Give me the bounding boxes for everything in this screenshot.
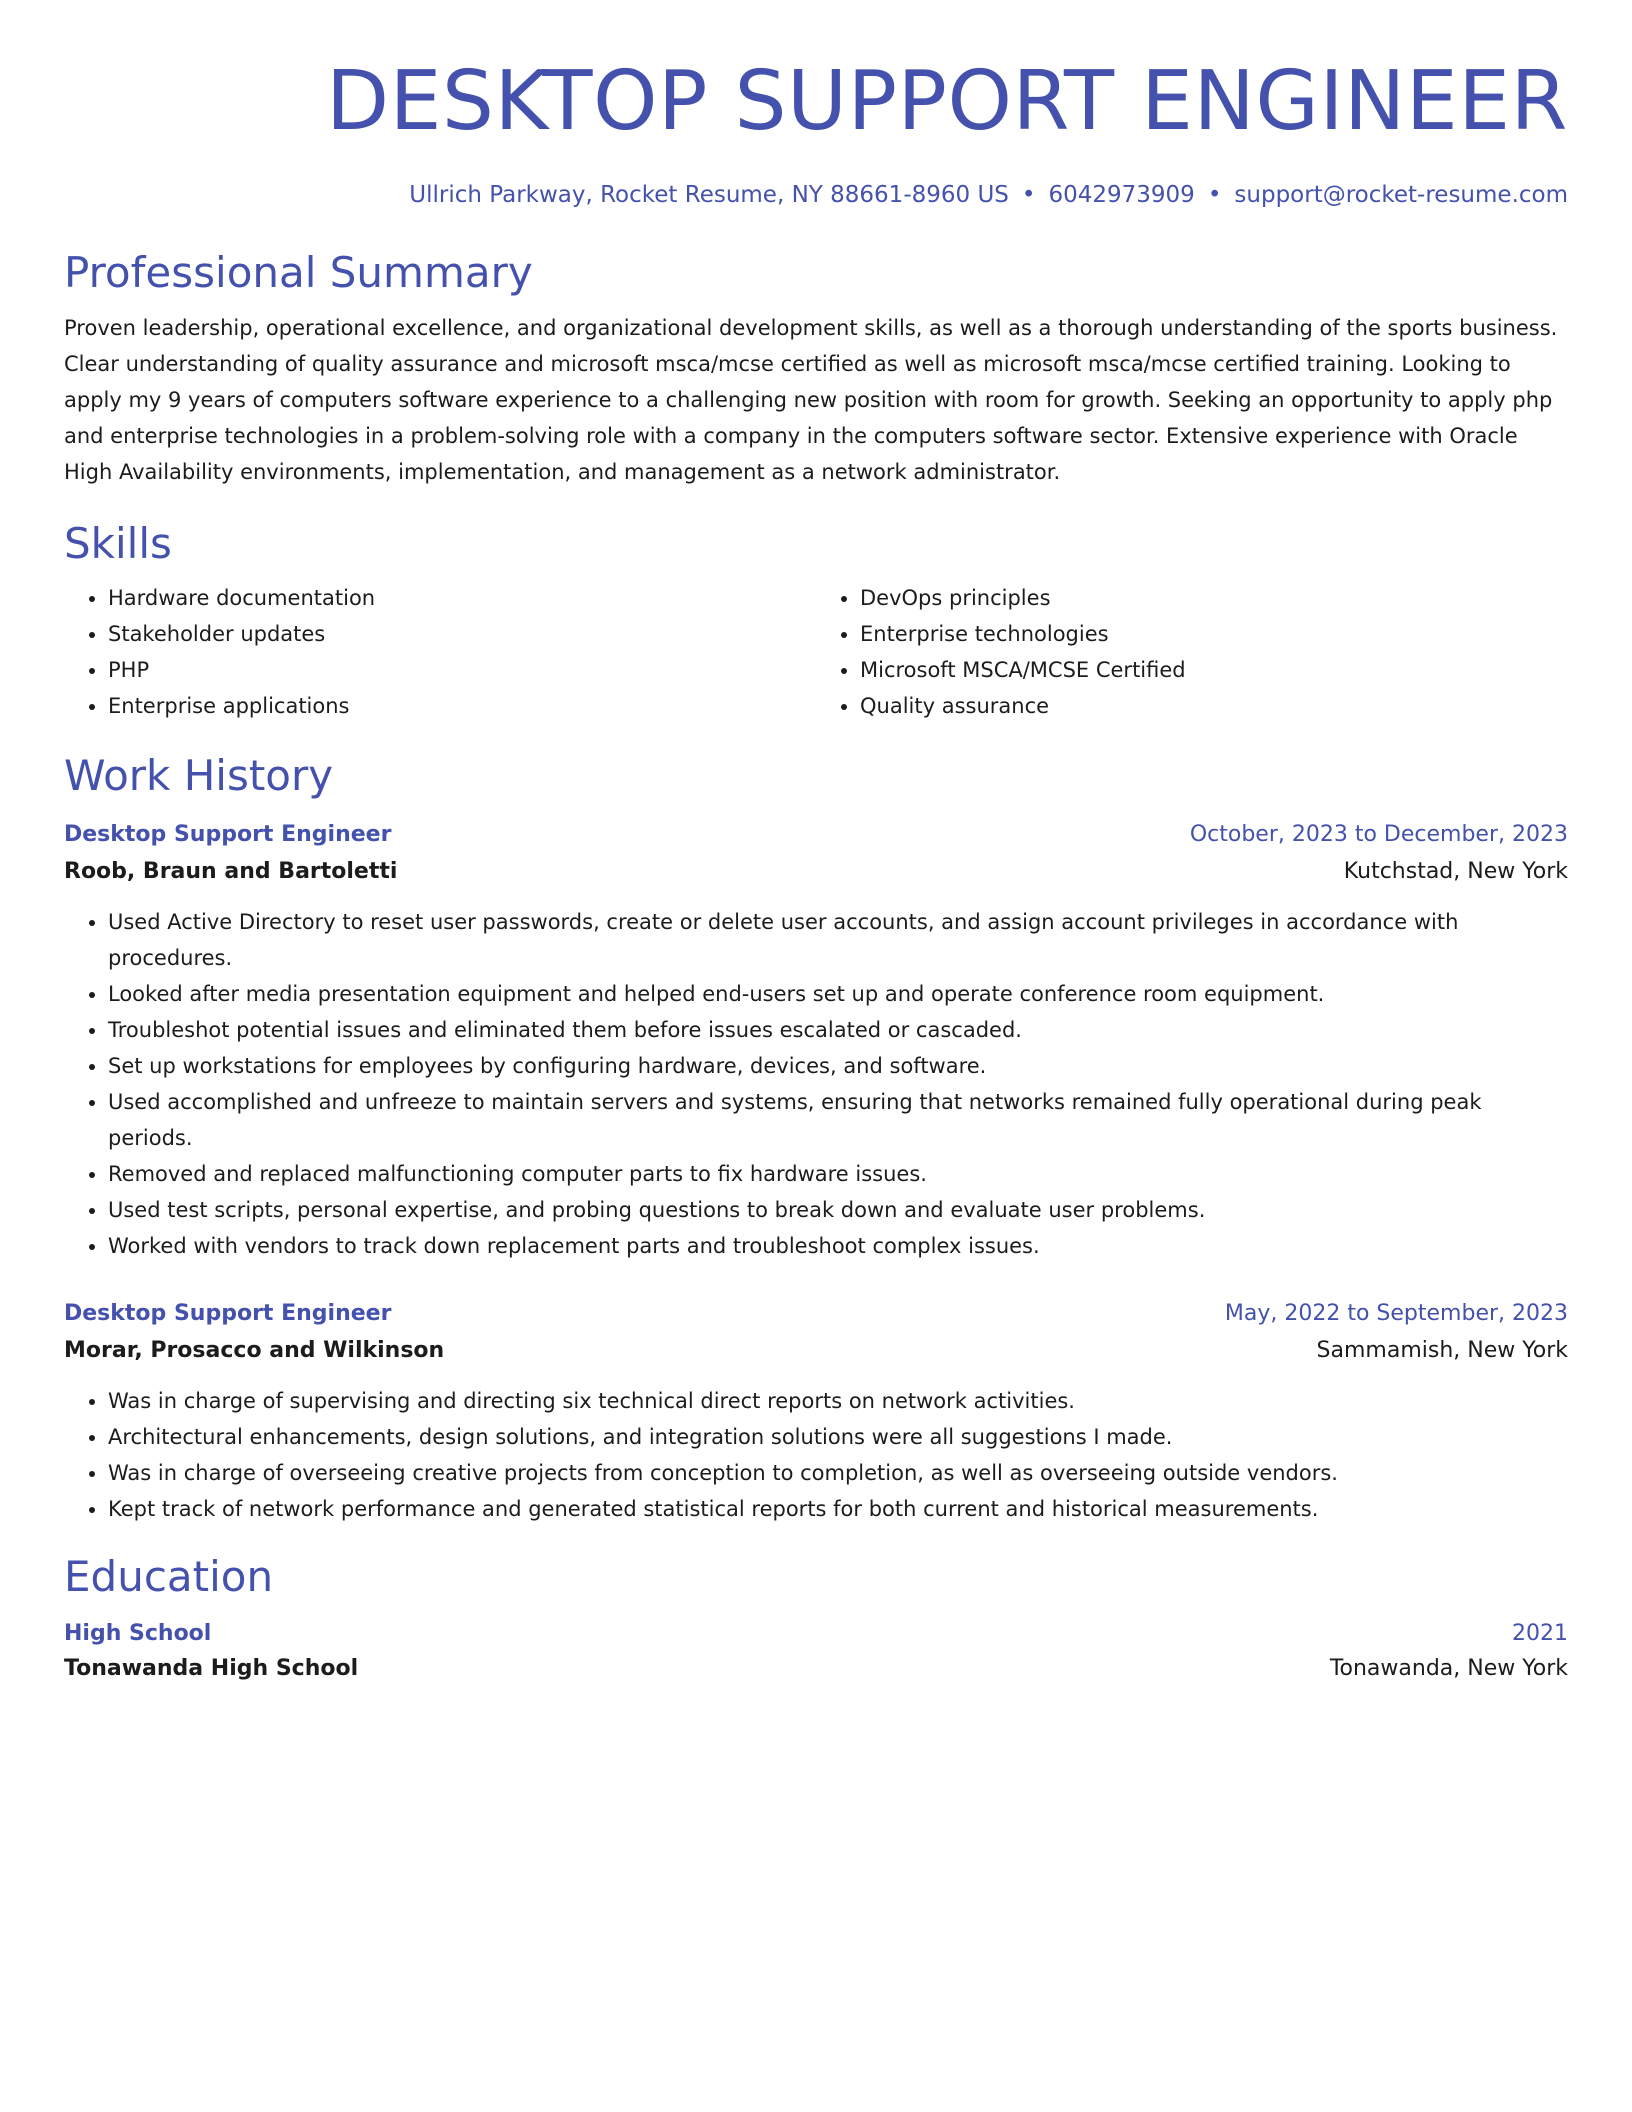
skill-item: • Quality assurance <box>860 688 1568 724</box>
job-dates: October, 2023 to December, 2023 <box>1189 822 1568 847</box>
skill-item: • Microsoft MSCA/MCSE Certified <box>860 652 1568 688</box>
contact-line <box>64 180 1568 210</box>
separator-dot: • <box>1021 182 1036 208</box>
candidate-title: DESKTOP SUPPORT ENGINEER <box>325 54 1568 149</box>
job-bullet: • Used Active Directory to reset user passwords, create or delete user accounts, and assign account privileges in accordance with procedures. <box>108 904 1568 976</box>
skill-item: • Enterprise applications <box>108 688 816 724</box>
job-company-row <box>64 1331 1568 1371</box>
job-company-row <box>64 852 1568 892</box>
education-header-row <box>64 1617 1568 1651</box>
job-bullet: • Troubleshot potential issues and eliminated them before issues escalated or cascaded. <box>108 1012 1568 1048</box>
job-entry <box>64 1297 1568 1527</box>
email-link[interactable]: support@rocket-resume.com <box>1234 182 1568 208</box>
job-bullets <box>64 1383 1568 1527</box>
job-location: Sammamish, New York <box>1316 1338 1568 1363</box>
job-dates: May, 2022 to September, 2023 <box>1224 1301 1568 1326</box>
work-history-section <box>64 750 1568 1527</box>
job-role: Desktop Support Engineer <box>64 1301 392 1326</box>
skill-item: • DevOps principles <box>860 580 1568 616</box>
skill-item: • Stakeholder updates <box>108 616 816 652</box>
job-header-row <box>64 818 1568 852</box>
section-title-education: Education <box>64 1552 274 1601</box>
job-bullet: • Looked after media presentation equipment and helped end-users set up and operate conference room equipment. <box>108 976 1568 1012</box>
job-bullets <box>64 904 1568 1264</box>
skills-column-right <box>816 580 1568 724</box>
job-company: Roob, Braun and Bartoletti <box>64 859 398 884</box>
job-bullet: • Set up workstations for employees by configuring hardware, devices, and software. <box>108 1048 1568 1084</box>
section-title-work: Work History <box>64 751 334 800</box>
job-bullet: • Kept track of network performance and generated statistical reports for both current and historical measurements. <box>108 1491 1568 1527</box>
job-header-row <box>64 1297 1568 1331</box>
section-title-summary: Professional Summary <box>64 248 533 297</box>
education-year: 2021 <box>1512 1621 1568 1646</box>
phone: 6042973909 <box>1048 182 1195 208</box>
skill-item: • Enterprise technologies <box>860 616 1568 652</box>
skills-grid <box>64 580 1568 724</box>
job-bullet: • Was in charge of overseeing creative projects from conception to completion, as well as overseeing outside vendors. <box>108 1455 1568 1491</box>
skill-item: • PHP <box>108 652 816 688</box>
education-location: Tonawanda, New York <box>1329 1656 1568 1681</box>
job-location: Kutchstad, New York <box>1343 859 1568 884</box>
job-role: Desktop Support Engineer <box>64 822 392 847</box>
education-section <box>64 1551 1568 1687</box>
professional-summary-section <box>64 247 1568 490</box>
skills-column-left <box>64 580 816 724</box>
skills-section <box>64 518 1568 724</box>
education-school: Tonawanda High School <box>64 1656 359 1681</box>
job-bullet: • Used accomplished and unfreeze to maintain servers and systems, ensuring that networks remained fully operational during peak periods. <box>108 1084 1568 1156</box>
job-bullet: • Removed and replaced malfunctioning computer parts to fix hardware issues. <box>108 1156 1568 1192</box>
education-entry <box>64 1617 1568 1687</box>
job-entry <box>64 818 1568 1264</box>
job-bullet: • Used test scripts, personal expertise, and probing questions to break down and evaluate user problems. <box>108 1192 1568 1228</box>
resume-header <box>64 50 1568 210</box>
summary-text: Proven leadership, operational excellence, and organizational development skills, as well as a thorough understanding of the sports business. Clear understanding of quality assurance and microsoft msca/mcse certified as well as microsoft msca/mcse certified training. Looking to apply my 9 years of computers software experience to a challenging new position with room for growth. Seeking an opportunity to apply php and enterprise technologies in a problem-solving role with a company in the computers software sector. Extensive experience with Oracle High Availability environments, implementation, and management as a network administrator. <box>64 316 1558 484</box>
section-title-skills: Skills <box>64 519 172 568</box>
education-degree: High School <box>64 1621 212 1646</box>
job-bullet: • Architectural enhancements, design solutions, and integration solutions were all suggestions I made. <box>108 1419 1568 1455</box>
job-company: Morar, Prosacco and Wilkinson <box>64 1338 445 1363</box>
job-bullet: • Was in charge of supervising and directing six technical direct reports on network activities. <box>108 1383 1568 1419</box>
education-school-row <box>64 1651 1568 1687</box>
separator-dot: • <box>1207 182 1222 208</box>
skill-item: • Hardware documentation <box>108 580 816 616</box>
job-bullet: • Worked with vendors to track down replacement parts and troubleshoot complex issues. <box>108 1228 1568 1264</box>
address: Ullrich Parkway, Rocket Resume, NY 88661-8960 US <box>409 182 1009 208</box>
